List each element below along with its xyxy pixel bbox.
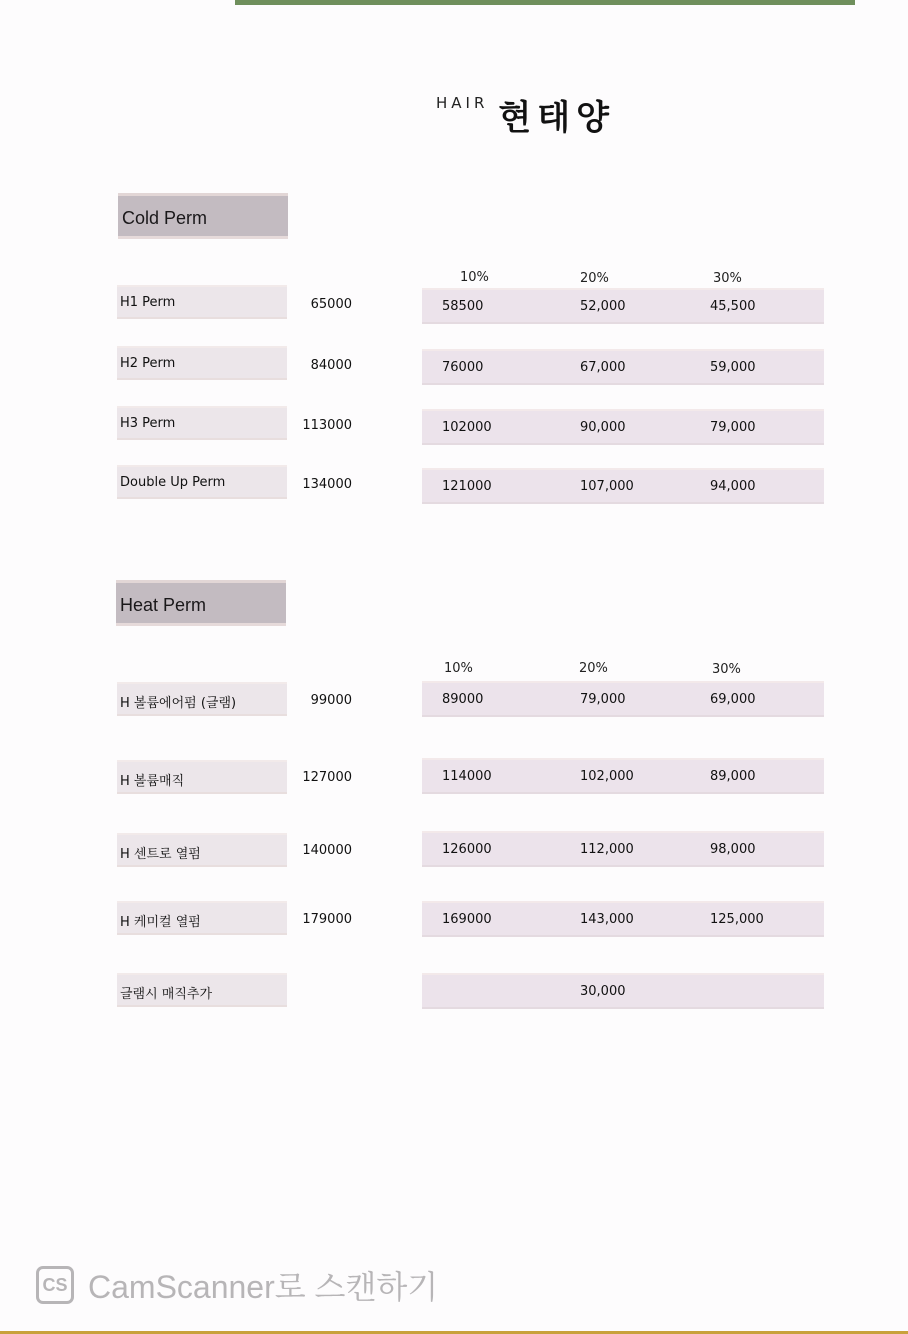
price-10pct: 89000 (442, 692, 484, 707)
cold-row-price-bar (422, 468, 824, 504)
watermark-text: CamScanner로 스캔하기 (88, 1269, 439, 1305)
heat-row-label: H 센트로 열펌 (117, 833, 287, 867)
price-30pct: 94,000 (710, 479, 756, 494)
price-10pct: 121000 (442, 479, 492, 494)
glam-magic-addon-label: 글램시 매직추가 (117, 973, 287, 1007)
heat-row-base-price: 127000 (302, 770, 352, 785)
heat-row-label: H 볼륨매직 (117, 760, 287, 794)
price-10pct: 58500 (442, 299, 484, 314)
price-20pct: 67,000 (580, 360, 626, 375)
heat-row-label: H 케미컬 열펌 (117, 901, 287, 935)
salon-name: 현태양 (498, 98, 615, 138)
price-20pct: 90,000 (580, 420, 626, 435)
cold-row-price-bar (422, 288, 824, 324)
price-30pct: 79,000 (710, 420, 756, 435)
heat-row-price-bar (422, 831, 824, 867)
page-header (436, 90, 615, 139)
cold-row-base-price: 113000 (302, 418, 352, 433)
price-10pct: 169000 (442, 912, 492, 927)
cold-row-label: H1 Perm (117, 285, 287, 319)
heat-row-price-bar (422, 901, 824, 937)
price-10pct: 102000 (442, 420, 492, 435)
cold-row-price-bar (422, 409, 824, 445)
heat-row-price-bar (422, 681, 824, 717)
price-30pct: 45,500 (710, 299, 756, 314)
heat-row-label: H 볼륨에어펌 (글램) (117, 682, 287, 716)
cold-pct-20: 20% (580, 271, 609, 286)
price-10pct: 126000 (442, 842, 492, 857)
heat-pct-10: 10% (444, 661, 473, 676)
heat-row-base-price: 179000 (302, 912, 352, 927)
cold-row-base-price: 84000 (310, 358, 352, 373)
price-20pct: 52,000 (580, 299, 626, 314)
cold-pct-10: 10% (460, 270, 489, 285)
cold-pct-30: 30% (713, 271, 742, 286)
price-20pct: 107,000 (580, 479, 634, 494)
glam-magic-addon-price-bar (422, 973, 824, 1009)
addon-price: 30,000 (580, 984, 626, 999)
heat-row-price-bar (422, 758, 824, 794)
camscanner-logo-icon: CS (36, 1266, 74, 1304)
price-30pct: 59,000 (710, 360, 756, 375)
heat-row-base-price: 140000 (302, 843, 352, 858)
price-20pct: 102,000 (580, 769, 634, 784)
cold-row-label: H3 Perm (117, 406, 287, 440)
cold-row-base-price: 134000 (302, 477, 352, 492)
price-30pct: 98,000 (710, 842, 756, 857)
price-20pct: 143,000 (580, 912, 634, 927)
price-20pct: 112,000 (580, 842, 634, 857)
price-30pct: 69,000 (710, 692, 756, 707)
heat-perm-heading: Heat Perm (116, 580, 286, 626)
price-30pct: 125,000 (710, 912, 764, 927)
top-edge-line (235, 0, 855, 5)
cold-row-label: H2 Perm (117, 346, 287, 380)
cold-row-base-price: 65000 (310, 297, 352, 312)
heat-pct-30: 30% (712, 662, 741, 677)
price-20pct: 79,000 (580, 692, 626, 707)
heat-row-base-price: 99000 (310, 693, 352, 708)
cold-row-price-bar (422, 349, 824, 385)
heat-pct-20: 20% (579, 661, 608, 676)
cold-perm-heading: Cold Perm (118, 193, 288, 239)
camscanner-watermark (36, 1262, 438, 1308)
price-10pct: 114000 (442, 769, 492, 784)
price-30pct: 89,000 (710, 769, 756, 784)
price-10pct: 76000 (442, 360, 484, 375)
cold-row-label: Double Up Perm (117, 465, 287, 499)
brand-label: HAIR (436, 94, 489, 112)
